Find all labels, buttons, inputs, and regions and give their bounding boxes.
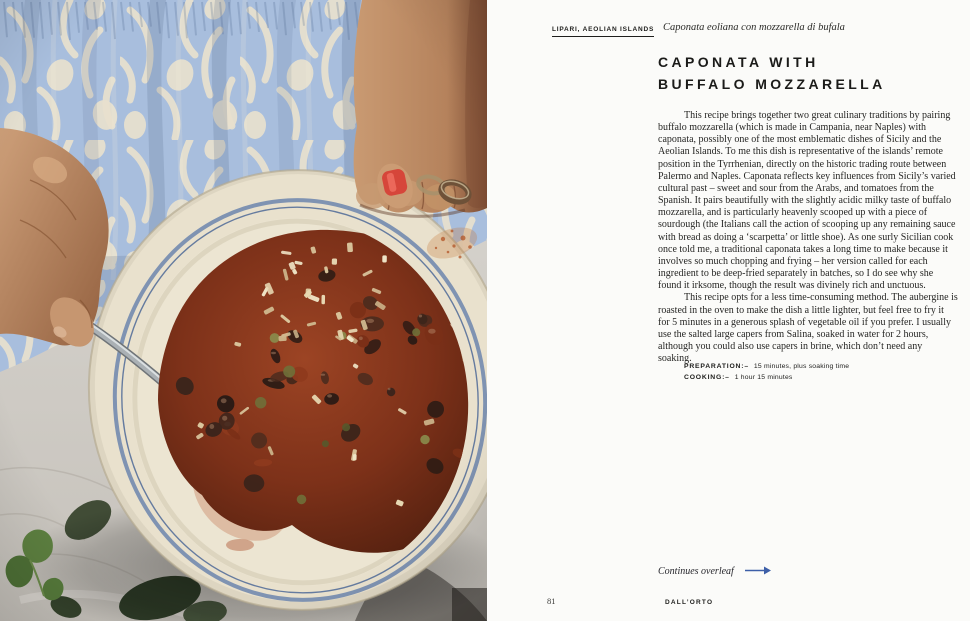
arrow-right-icon (745, 566, 772, 575)
preparation-label: PREPARATION:– (684, 363, 749, 370)
preparation-value: 15 minutes, plus soaking time (753, 363, 850, 370)
continues-overleaf-text: Continues overleaf (658, 566, 734, 577)
intro-paragraph-2: This recipe opts for a less time-consuming method. The aubergine is roasted in the oven to make the dish a little lighter, but feel free to fry it for 5 minutes in a generous splash of vegetable oil if you prefer. I usually use the salted large capers from Salina, soaked in water for 2 hours, although you could also use capers in brine, which don’t need any soaking. (658, 292, 958, 365)
recipe-introduction (658, 110, 958, 365)
continues-overleaf-note (658, 566, 772, 577)
section-location-label: LIPARI, AEOLIAN ISLANDS (552, 26, 654, 37)
intro-paragraph-1: This recipe brings together two great culinary traditions by pairing buffalo mozzarella (which is made in Campania, near Naples) with caponata, possibly one of the most emblematic dishes of Sicily and the Aeolian Islands. To me this dish is representative of the islands’ remote position in the Tyrrhenian, directly on the historic trading route between Palermo and Naples. Caponata reflects key influences from Sicily’s varied cultural past – sweet and sour from the Arabs, and tomatoes from the Spanish. It pairs beautifully with the slightly acidic milky taste of buffalo mozzarella, and is particularly heavenly scooped up with a piece of sourdough (the Italians call the action of scooping up any remaining sauce with bread as doing a ‘scarpetta’ or little shoe). As one surly Sicilian cook once told me, a traditional caponata takes a long time to make because it involves so much chopping and frying – her version called for each ingredient to be deep-fried separately in batches, so I do see why she found it irksome, though the result was divinely rich and unctuous. (658, 110, 956, 292)
recipe-page (487, 0, 970, 621)
cooking-value: 1 hour 15 minutes (734, 373, 793, 381)
page-number: 81 (547, 596, 556, 606)
cooking-time-row (684, 373, 849, 384)
recipe-title-line2: BUFFALO MOZZARELLA (658, 75, 886, 92)
recipe-meta (684, 362, 849, 383)
book-title-footer: DALL’ORTO (665, 599, 714, 606)
recipe-title (658, 52, 886, 95)
cooking-label: COOKING:– (684, 373, 730, 381)
preparation-time-row (684, 362, 849, 373)
italian-recipe-title: Caponata eoliana con mozzarella di bufala (663, 22, 845, 33)
recipe-title-line1: CAPONATA WITH (658, 54, 819, 70)
